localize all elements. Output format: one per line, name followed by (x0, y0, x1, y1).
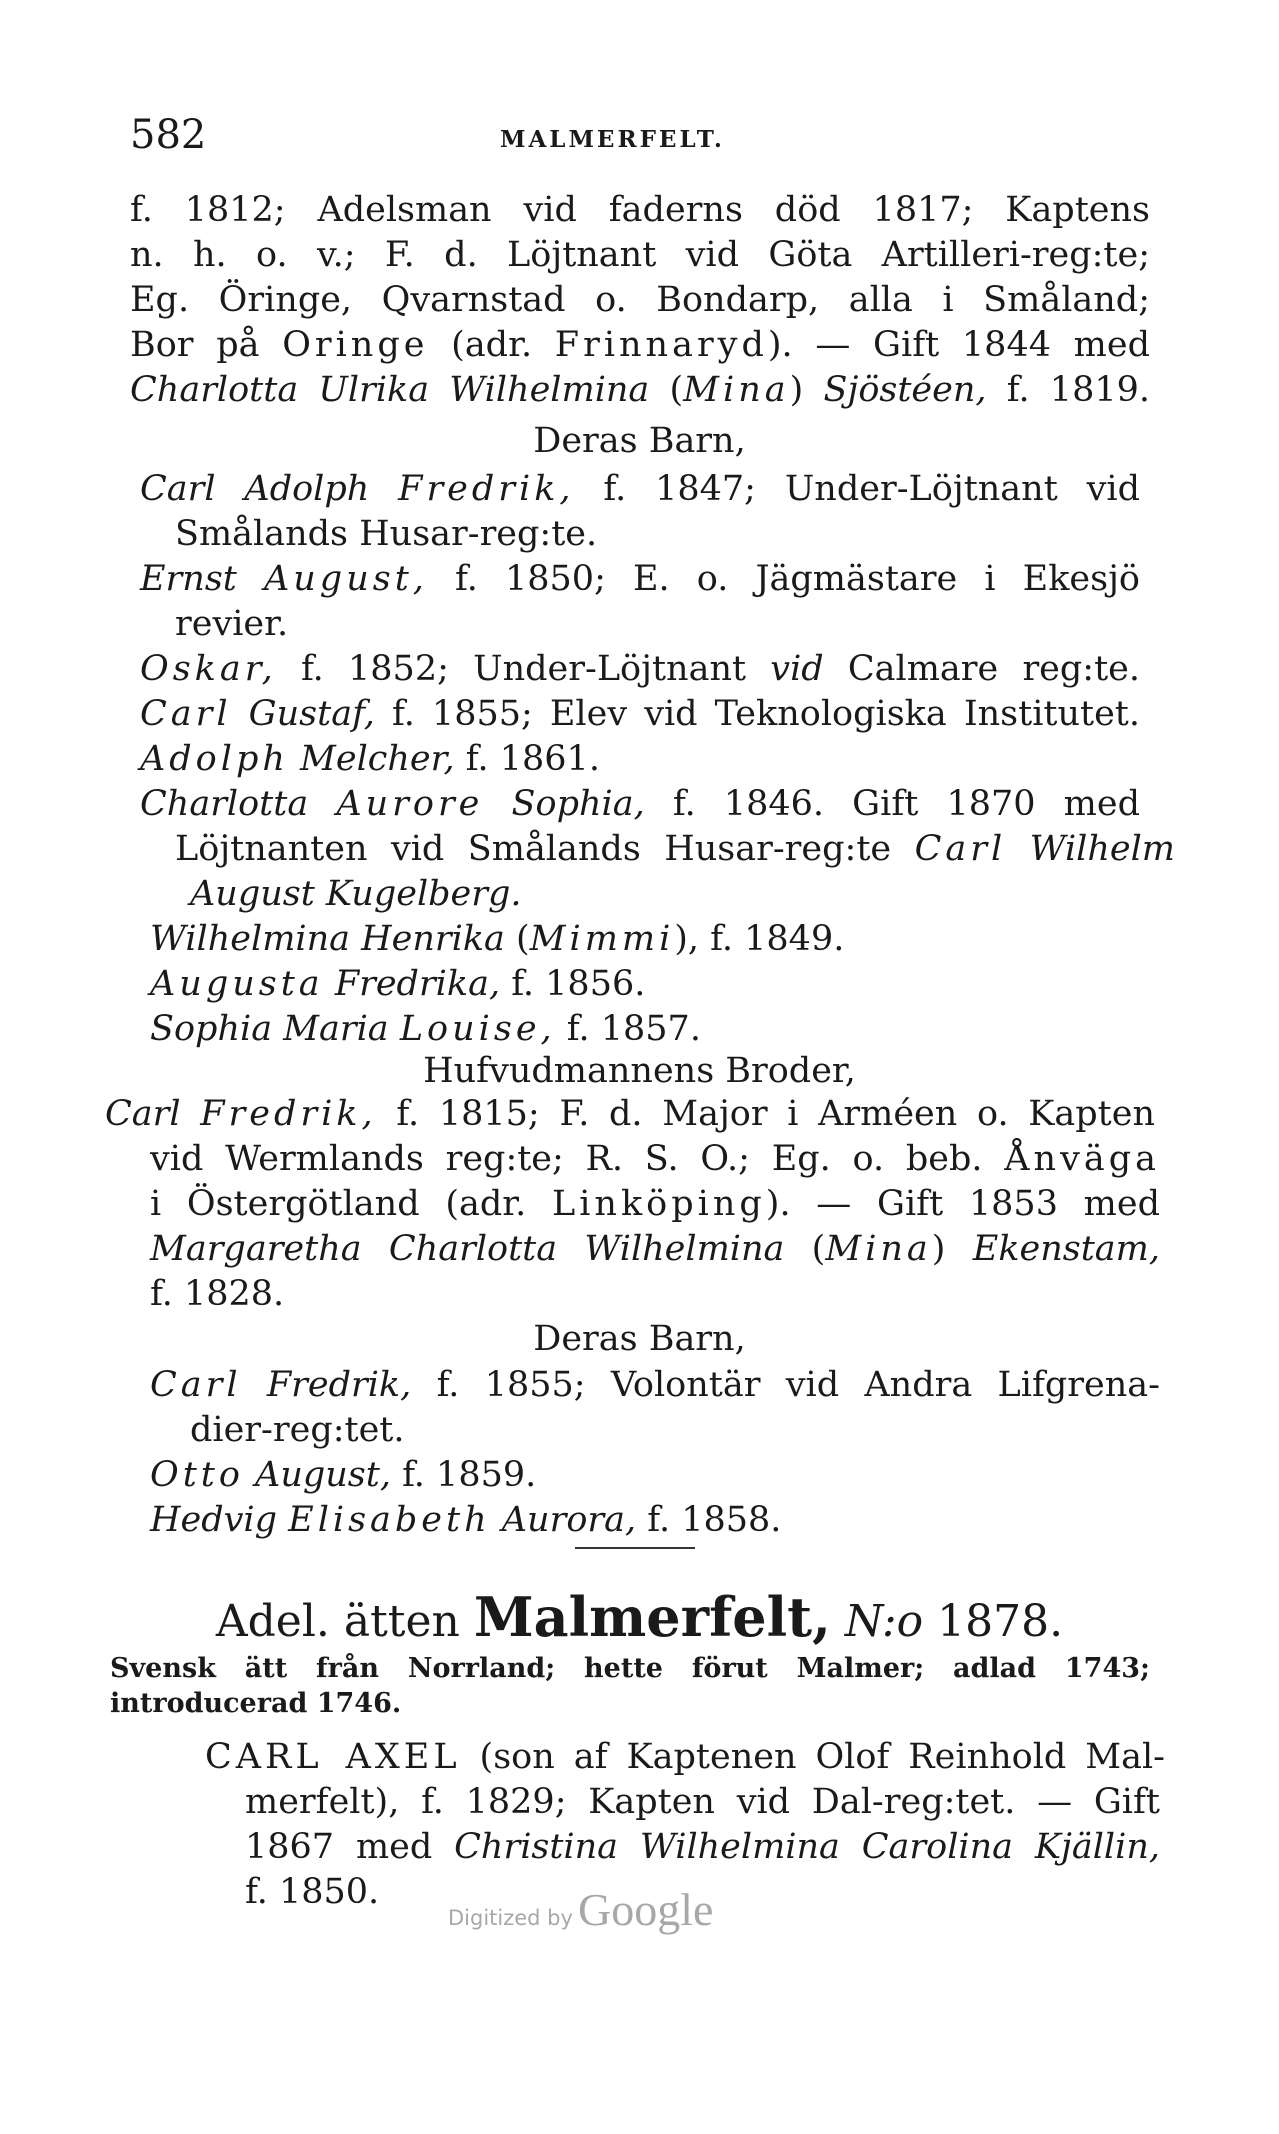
text-line (150, 964, 646, 1004)
text-segment: Oringe (282, 325, 429, 365)
text-line (130, 325, 1150, 365)
text-line (150, 1139, 1160, 1179)
text-segment: Margaretha Charlotta Wilhelmina (150, 1229, 785, 1269)
text-line (110, 1690, 401, 1717)
text-segment: Carl (914, 829, 1007, 869)
text-segment: ( (784, 1229, 826, 1269)
text-line (105, 1094, 1155, 1134)
text-line (140, 694, 1140, 734)
text-line (0, 1051, 1279, 1091)
text-segment: n. h. o. v.; F. d. Löjtnant vid Göta Artilleri-reg:te; (130, 235, 1150, 275)
text-segment: Löjtnanten vid Smålands Husar-reg:te (175, 829, 915, 869)
text-segment: f. 1855; Volontär vid Andra Lifgrena- (411, 1365, 1160, 1405)
watermark-brand: Google (578, 1884, 714, 1935)
text-segment: (son af Kaptenen Olof Reinhold Mal- (460, 1737, 1165, 1777)
text-line (110, 1655, 1150, 1682)
text-segment: ) (789, 370, 824, 410)
text-segment: merfelt), f. 1829; Kapten vid Dal-reg:tet. — Gift (245, 1782, 1160, 1822)
text-segment: ( (649, 370, 684, 410)
text-segment (1006, 829, 1029, 869)
text-line (150, 1500, 782, 1540)
text-segment: Sjöstéen, (823, 370, 987, 410)
text-segment: August, (263, 559, 428, 599)
text-segment: Bor på (130, 325, 283, 365)
text-segment: ( (504, 919, 530, 959)
text-line (205, 1737, 1165, 1777)
text-segment: Carl (105, 1094, 201, 1134)
text-line (175, 829, 1175, 869)
text-line (130, 370, 1150, 410)
text-line (150, 1184, 1160, 1224)
text-segment: Aurore (336, 784, 484, 824)
text-segment: Mina (683, 370, 790, 410)
text-segment: Smålands Husar-reg:te. (175, 514, 598, 554)
text-segment: f. 1857. (555, 1009, 701, 1049)
text-segment: 1867 med (245, 1827, 455, 1867)
text-segment: Ekenstam, (972, 1229, 1160, 1269)
text-segment: Fredrika, (334, 964, 501, 1004)
text-line (0, 1585, 1279, 1649)
text-segment: Melcher, (300, 739, 455, 779)
text-segment: (adr. (428, 325, 555, 365)
text-segment (831, 1596, 845, 1647)
text-segment: Hufvudmannens Broder, (423, 1051, 856, 1091)
text-segment: f. 1815; F. d. Major i Arméen o. Kapten (376, 1094, 1155, 1134)
text-segment: Linköping (551, 1184, 766, 1224)
text-segment: Charlotta Ulrika Wilhelmina (130, 370, 650, 410)
text-line (150, 1274, 285, 1314)
text-segment: ). — Gift 1844 med (767, 325, 1150, 365)
text-segment: dier-reg:tet. (190, 1410, 405, 1450)
text-segment: f. 1819. (986, 370, 1150, 410)
text-segment: Malmerfelt, (473, 1585, 831, 1649)
text-segment: Charlotta (140, 784, 337, 824)
text-segment (491, 1500, 502, 1540)
text-segment: Adel. ätten (215, 1596, 474, 1647)
google-watermark (448, 1883, 713, 1936)
text-segment: f. 1846. Gift 1870 med (644, 784, 1140, 824)
text-segment (242, 1365, 267, 1405)
text-line (175, 604, 289, 644)
text-segment: N:o (844, 1596, 924, 1647)
text-segment: Sophia, (511, 784, 645, 824)
text-segment: f. 1828. (150, 1274, 285, 1314)
text-line (150, 1365, 1160, 1405)
text-segment: Deras Barn, (533, 421, 746, 461)
text-segment: Frinnaryd (554, 325, 768, 365)
text-segment: ), f. 1849. (674, 919, 845, 959)
text-segment: Augusta (150, 964, 324, 1004)
section-divider (575, 1547, 695, 1549)
text-line (245, 1872, 380, 1912)
text-segment: Carl (150, 1365, 242, 1405)
text-segment: Fredrik, (266, 1365, 412, 1405)
text-segment: vid Wermlands reg:te; R. S. O.; Eg. o. beb. (150, 1139, 1005, 1179)
text-segment: f. 1858. (636, 1500, 782, 1540)
watermark-prefix: Digitized by (448, 1906, 573, 1930)
text-segment: i Östergötland (adr. (150, 1184, 552, 1224)
text-line (140, 784, 1140, 824)
text-segment: Ernst (140, 559, 264, 599)
text-segment: f. 1861. (454, 739, 600, 779)
page-number: 582 (130, 112, 207, 158)
text-segment: Carl (140, 694, 232, 734)
text-segment: Wilhelm (1029, 829, 1175, 869)
text-segment: Hedvig (150, 1500, 289, 1540)
text-line (130, 280, 1150, 320)
text-segment: ). — Gift 1853 med (765, 1184, 1160, 1224)
text-line (150, 1229, 1160, 1269)
text-segment (483, 784, 511, 824)
text-segment: f. 1812; Adelsman vid faderns död 1817; Kaptens (130, 190, 1150, 230)
text-segment: Calmare reg:te. (823, 649, 1140, 689)
running-head: MALMERFELT. (500, 126, 725, 153)
text-segment: f. 1855; Elev vid Teknologiska Institutet. (374, 694, 1140, 734)
text-segment: Elisabeth (288, 1500, 491, 1540)
text-segment: Fredrik, (200, 1094, 377, 1134)
text-segment: August, (255, 1455, 391, 1495)
text-segment: ) (931, 1229, 973, 1269)
text-line (190, 874, 522, 914)
text-segment: Eg. Öringe, Qvarnstad o. Bondarp, alla i Småland; (130, 280, 1150, 320)
text-segment: Ånvägа (1004, 1139, 1160, 1179)
text-line (130, 235, 1150, 275)
text-segment: vid (770, 649, 824, 689)
text-line (140, 469, 1140, 509)
text-segment: Adolph (140, 739, 289, 779)
text-segment: Louise, (399, 1009, 556, 1049)
text-line (130, 190, 1150, 230)
text-segment: Aurora, (501, 1500, 637, 1540)
text-segment: Wilhelmina Henrika (150, 919, 505, 959)
text-line (150, 1009, 701, 1049)
text-segment: Deras Barn, (533, 1319, 746, 1359)
text-line (0, 1319, 1279, 1359)
text-segment: f. 1852; Under-Löjtnant (276, 649, 771, 689)
text-segment: Sophia Maria (150, 1009, 400, 1049)
text-segment: f. 1859. (390, 1455, 537, 1495)
text-segment (289, 739, 300, 779)
text-segment: Svensk ätt från Norrland; hette förut Malmer; adlad 1743; (110, 1653, 1150, 1684)
text-segment: introducerad 1746. (110, 1688, 402, 1719)
text-line (175, 514, 598, 554)
text-segment: f. 1856. (500, 964, 646, 1004)
text-line (0, 421, 1279, 461)
text-line (140, 739, 600, 779)
text-segment (244, 1455, 255, 1495)
text-segment: Otto (150, 1455, 244, 1495)
text-segment: Oskar, (140, 649, 277, 689)
text-line (245, 1827, 1160, 1867)
text-segment: CARL AXEL (205, 1737, 461, 1777)
text-line (150, 1455, 537, 1495)
text-segment: 1878. (923, 1596, 1064, 1647)
text-segment: f. 1850; E. o. Jägmästare i Ekesjö (427, 559, 1140, 599)
text-segment: Carl Adolph (140, 469, 399, 509)
text-segment: Mimmi (529, 919, 675, 959)
text-segment (232, 694, 249, 734)
text-segment: Gustaf, (248, 694, 375, 734)
text-line (245, 1782, 1160, 1822)
text-segment: revier. (175, 604, 289, 644)
text-segment: Christina Wilhelmina Carolina Kjällin, (454, 1827, 1160, 1867)
text-line (150, 919, 845, 959)
text-segment (324, 964, 335, 1004)
text-line (190, 1410, 405, 1450)
text-line (140, 649, 1140, 689)
text-segment: Mina (825, 1229, 932, 1269)
page-header (130, 112, 1150, 172)
text-line (140, 559, 1140, 599)
text-segment: f. 1850. (245, 1872, 380, 1912)
text-segment: August Kugelberg. (190, 874, 522, 914)
text-segment: Fredrik, (398, 469, 575, 509)
text-segment: f. 1847; Under-Löjtnant vid (574, 469, 1140, 509)
